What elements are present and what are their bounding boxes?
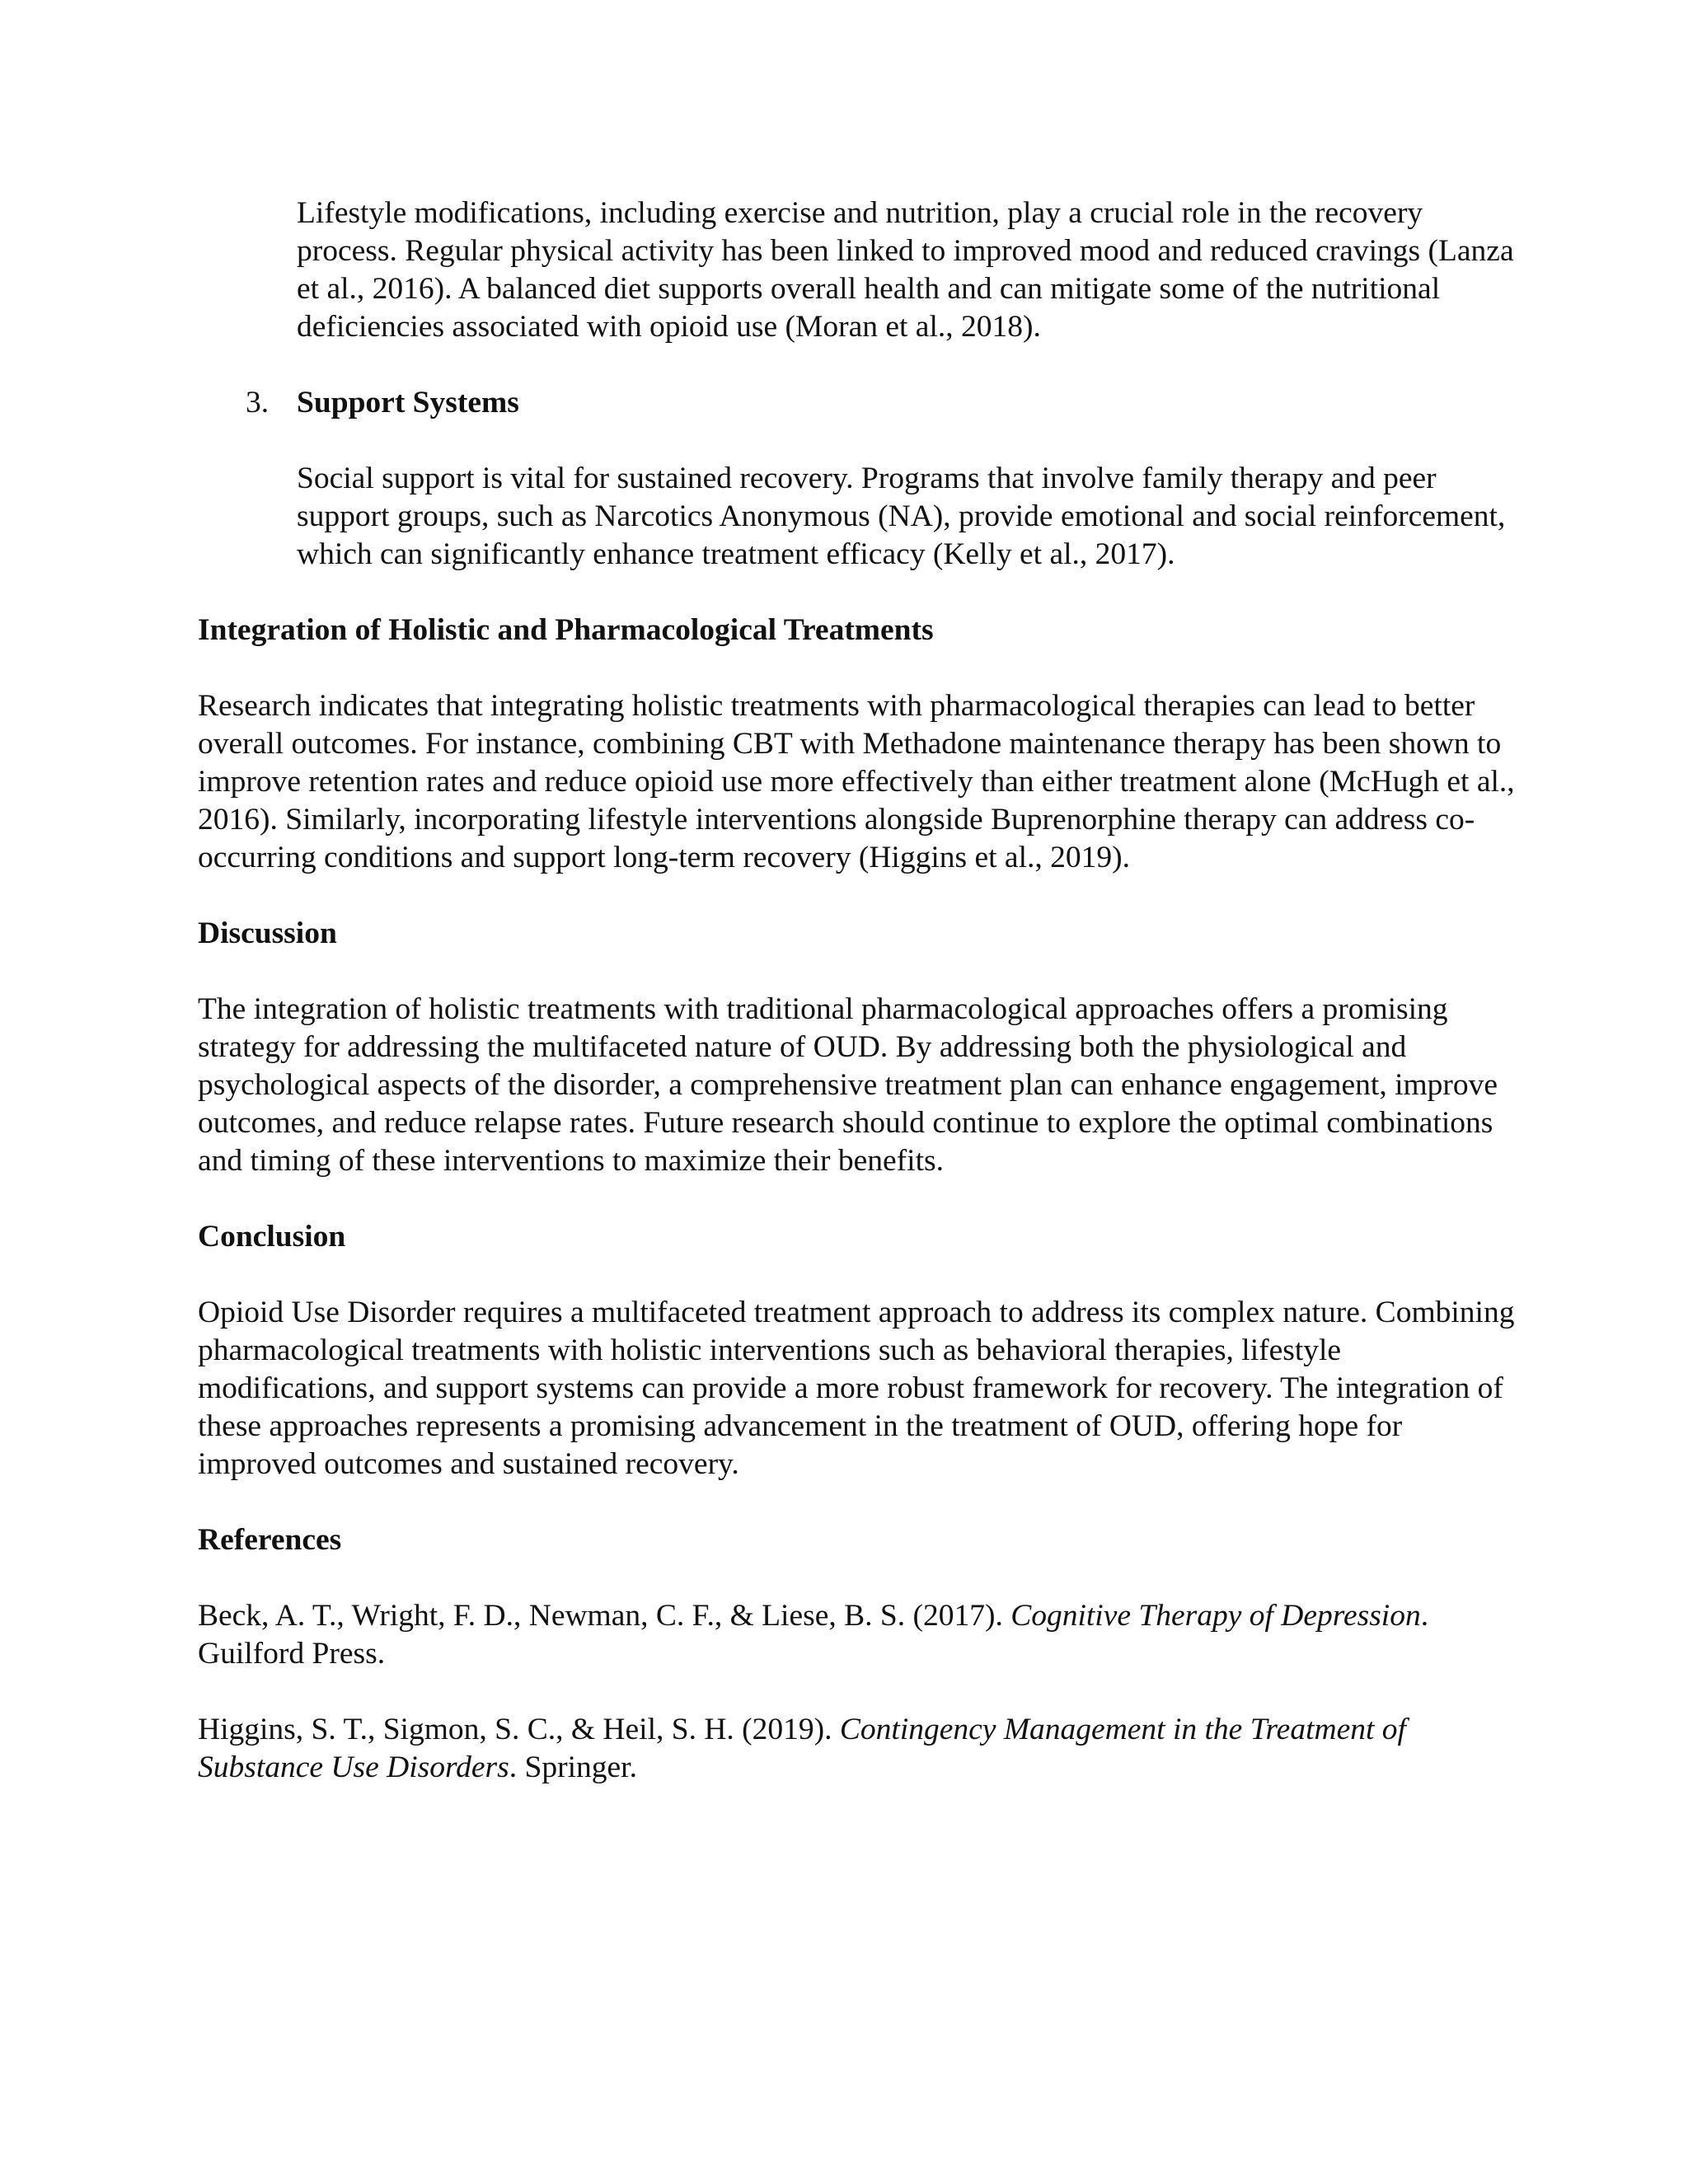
lifestyle-paragraph: Lifestyle modifications, including exercise and nutrition, play a crucial role in the recovery process. Regular physical activity has been linked to improved mood and reduced cravings (Lanza et al., 2016). A balanced diet supports overall health and can mitigate some of the nutritional deficiencies associated with opioid use (Moran et al., 2018). [297, 196, 1514, 344]
discussion-paragraph: The integration of holistic treatments with traditional pharmacological approaches offers a promising strategy for addressing the multifaceted nature of OUD. By addressing both the physiological and psychological aspects of the disorder, a comprehensive treatment plan can enhance engagement, improve outcomes, and reduce relapse rates. Future research should continue to explore the optimal combinations and timing of these interventions to maximize their benefits. [198, 992, 1498, 1178]
reference-item [198, 1711, 1517, 1787]
reference-title: Contingency Management in the Treatment of Substance Use Disorders [198, 1713, 1406, 1784]
conclusion-paragraph: Opioid Use Disorder requires a multifaceted treatment approach to address its complex nature. Combining pharmacological treatments with holistic interventions such as behavioral therapies, lifestyle modifications, and support systems can provide a more robust framework for recovery. The integration of these approaches represents a promising advancement in the treatment of OUD, offering hope for improved outcomes and sustained recovery. [198, 1296, 1515, 1481]
list-item-number: 3. [246, 386, 270, 419]
support-systems-paragraph: Social support is vital for sustained recovery. Programs that involve family therapy and peer support groups, such as Narcotics Anonymous (NA), provide emotional and social reinforcement, which can significantly enhance treatment efficacy (Kelly et al., 2017). [297, 462, 1506, 571]
integration-heading: Integration of Holistic and Pharmacological Treatments [198, 613, 934, 647]
discussion-heading: Discussion [198, 916, 337, 950]
list-item-support-systems [246, 384, 1517, 422]
document-content [198, 194, 1517, 1825]
reference-authors: Higgins, S. T., Sigmon, S. C., & Heil, S. H. (2019). [198, 1713, 840, 1746]
list-item-title: Support Systems [297, 386, 519, 419]
reference-authors: Beck, A. T., Wright, F. D., Newman, C. F., & Liese, B. S. (2017). [198, 1599, 1011, 1633]
reference-publisher: . Guilford Press. [198, 1599, 1429, 1671]
integration-paragraph: Research indicates that integrating holistic treatments with pharmacological therapies can lead to better overall outcomes. For instance, combining CBT with Methadone maintenance therapy has been shown to improve retention rates and reduce opioid use more effectively than either treatment alone (McHugh et al., 2016). Similarly, incorporating lifestyle interventions alongside Buprenorphine therapy can address co-occurring conditions and support long-term recovery (Higgins et al., 2019). [198, 689, 1515, 874]
reference-publisher: . Springer. [509, 1750, 637, 1784]
reference-item [198, 1597, 1517, 1673]
reference-title: Cognitive Therapy of Depression [1010, 1599, 1421, 1633]
references-heading: References [198, 1523, 342, 1557]
conclusion-heading: Conclusion [198, 1220, 346, 1254]
